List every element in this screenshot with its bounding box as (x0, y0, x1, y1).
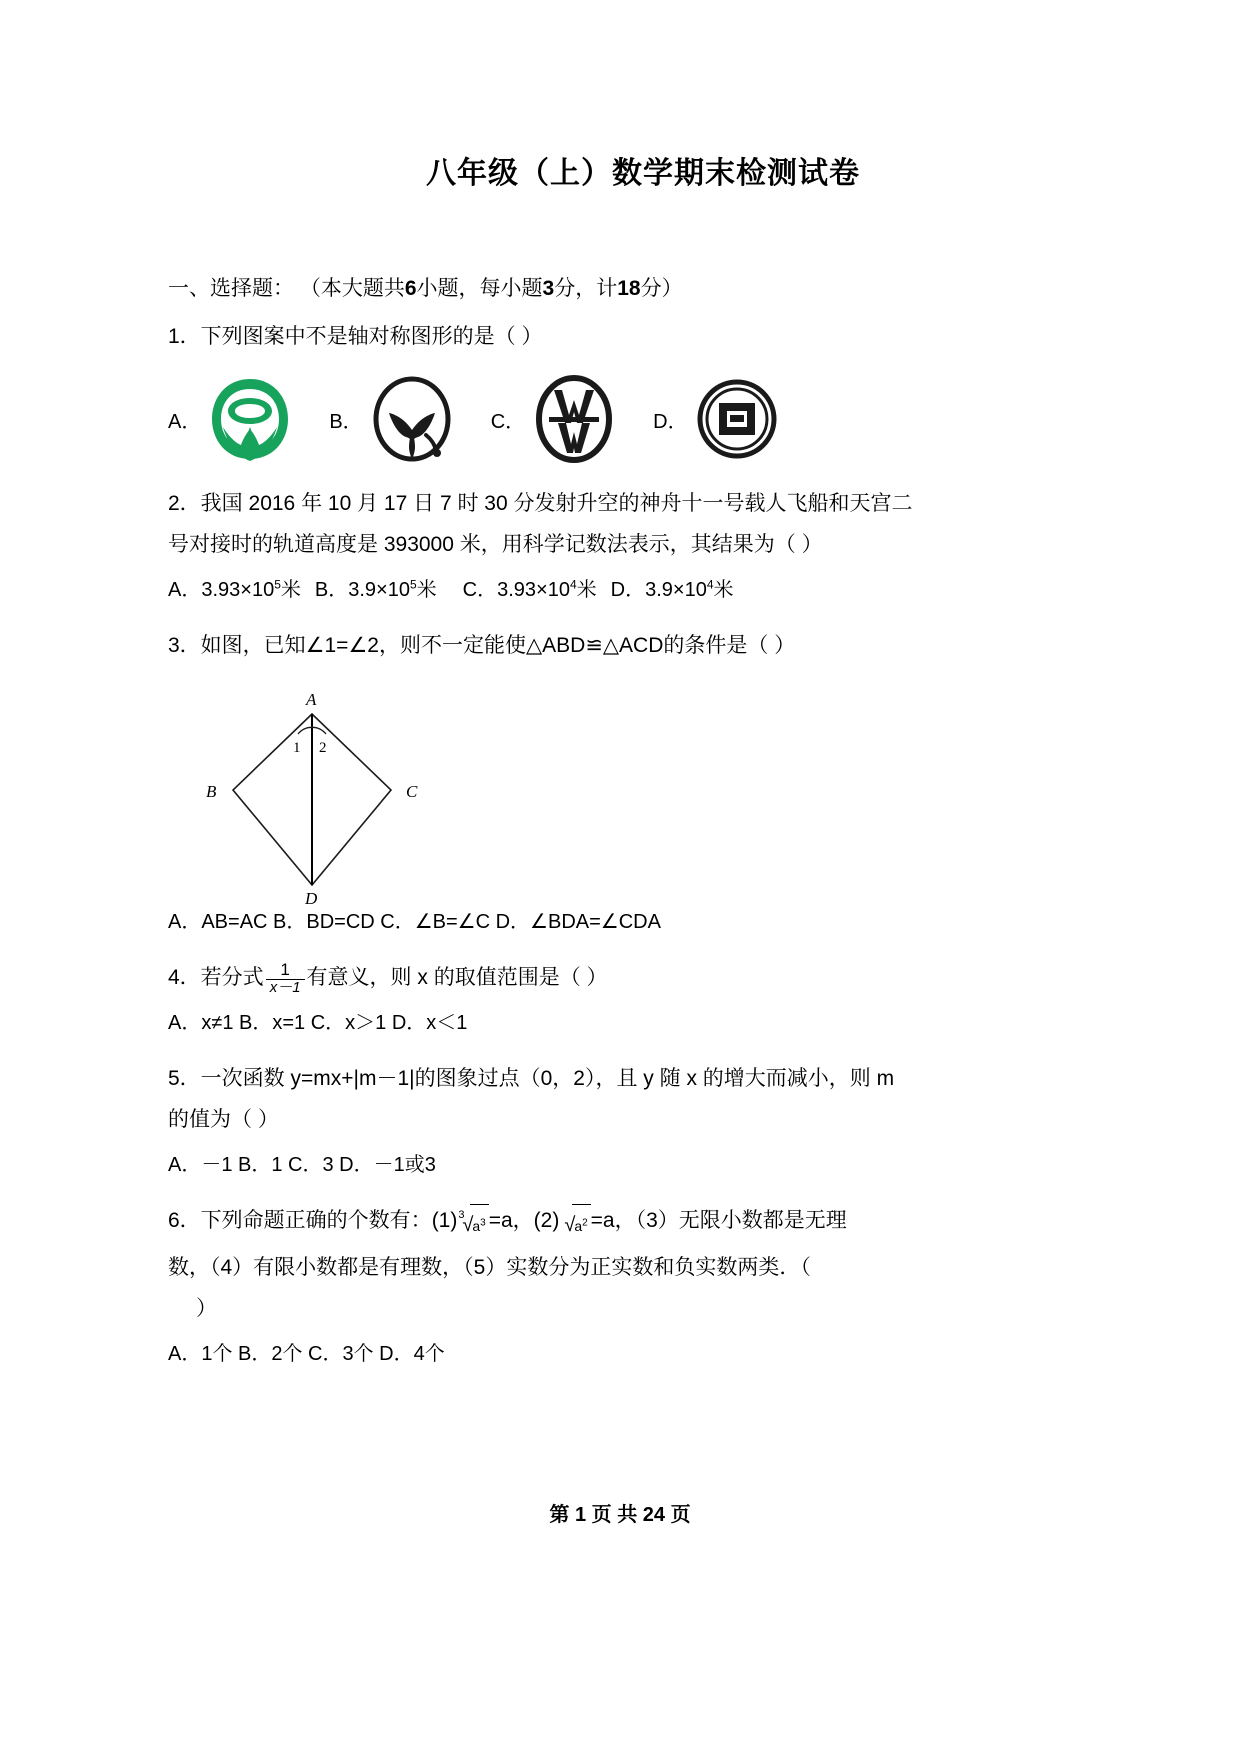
question-5-line-1: 5．一次函数 y=mx+|m－1|的图象过点（0，2），且 y 随 x 的增大而减小，则 m (168, 1067, 895, 1090)
option-b[interactable] (329, 375, 490, 463)
section-question-count: 6 (404, 277, 417, 300)
question-2-options (168, 571, 1118, 609)
section-prefix: 一、选择题： (168, 277, 294, 300)
question-4-suffix: 有意义，则 x 的取值范围是（ ） (306, 966, 608, 989)
cube-root-radical (458, 1204, 487, 1247)
q2-option-c[interactable]: C．$3.93\times 10^4$米 (462, 577, 597, 601)
option-a[interactable] (168, 375, 329, 463)
question-4-prefix: 4．若分式 (168, 966, 264, 989)
question-3-text: 3．如图，已知∠1=∠2，则不一定能使△ABD≌△ACD的条件是（ ） (168, 634, 796, 657)
option-c-label: C． (490, 410, 526, 433)
question-6-line-1 (168, 1200, 1118, 1247)
q6-line-1-tail: （3）无限小数都是无理 (635, 1209, 847, 1232)
q6-equals-2: =a， (590, 1209, 636, 1232)
question-6-line-3: ） (196, 1297, 217, 1320)
radical-index: 3 (458, 1209, 465, 1221)
q2-option-d[interactable]: D．$3.9\times 10^4$米 (610, 577, 734, 601)
option-d[interactable] (653, 375, 815, 463)
section-heading (168, 272, 1118, 306)
radical-body-2: $a^2$ (572, 1204, 590, 1247)
question-4-text (168, 957, 1118, 998)
svg-text:C: C (406, 782, 418, 801)
option-d-label: D． (653, 410, 688, 433)
question-6-prefix: 6．下列命题正确的个数有： (168, 1209, 432, 1232)
svg-text:A: A (306, 690, 317, 709)
section-detail-1: （本大题共 (299, 277, 405, 300)
question-5-options[interactable]: A．－1 B．1 C．3 D．－1或3 (168, 1154, 436, 1176)
option-b-label: B． (329, 410, 363, 433)
question-1-options (168, 371, 1118, 467)
page-footer: 第 1 页 共 24 页 (549, 1504, 691, 1526)
page-content (168, 0, 1118, 1373)
fraction-1-over-x-minus-1 (266, 961, 305, 996)
leaf-emblem-logo (207, 375, 293, 463)
question-4-options[interactable]: A．x≠1 B．x=1 C．x＞1 D．x＜1 (168, 1012, 468, 1034)
q6-equals-1: =a， (488, 1209, 534, 1232)
question-3-options[interactable]: A．AB=AC B．BD=CD C．∠B=∠C D．∠BDA=∠CDA (168, 911, 661, 933)
svg-text:B: B (206, 782, 217, 801)
section-detail-3: 分，计 (554, 277, 618, 300)
fraction-denominator: x－1 (269, 979, 301, 996)
kite-diagram (178, 672, 458, 908)
q6-item-1-label: (1) (431, 1209, 458, 1232)
hongqi-emblem-logo (694, 375, 780, 463)
section-detail-2: 小题，每小题 (416, 277, 543, 300)
volkswagen-logo (531, 375, 617, 463)
section-detail-4: 分） (640, 277, 683, 300)
section-total-score: 18 (617, 277, 641, 300)
radical-sign-2: √ (564, 1214, 576, 1236)
q2-option-a[interactable]: A．$3.93\times 10^5$米 (168, 577, 301, 601)
mazda-style-logo (369, 375, 455, 463)
q2-option-b[interactable]: B．$3.9\times 10^5$米 (314, 577, 437, 601)
question-6-line-2: 数，（4）有限小数都是有理数，（5）实数分为正实数和负实数两类．（ (168, 1256, 811, 1279)
option-c[interactable] (491, 375, 653, 463)
svg-text:1: 1 (293, 740, 301, 756)
question-2-line-2: 号对接时的轨道高度是 393000 米，用科学记数法表示，其结果为（ ） (168, 533, 823, 556)
square-root-radical (560, 1204, 589, 1247)
radical-body: $a^3$ (470, 1204, 488, 1247)
question-1-text: 1．下列图案中不是轴对称图形的是（ ） (168, 325, 543, 348)
q6-item-2-label: (2) (533, 1209, 560, 1232)
svg-text:D: D (305, 889, 318, 908)
question-5-line-2: 的值为（ ） (168, 1108, 279, 1131)
page-title: 八年级（上）数学期末检测试卷 (426, 157, 860, 190)
option-a-label: A． (168, 410, 202, 433)
section-per-score: 3 (542, 277, 555, 300)
svg-text:2: 2 (319, 740, 327, 756)
fraction-numerator: 1 (280, 960, 290, 980)
question-2-line-1: 2．我国 2016 年 10 月 17 日 7 时 30 分发射升空的神舟十一号载人飞船和天宫二 (168, 492, 913, 515)
question-6-options[interactable]: A．1个 B．2个 C．3个 D．4个 (168, 1343, 445, 1365)
radical-sign: √ (462, 1214, 474, 1236)
